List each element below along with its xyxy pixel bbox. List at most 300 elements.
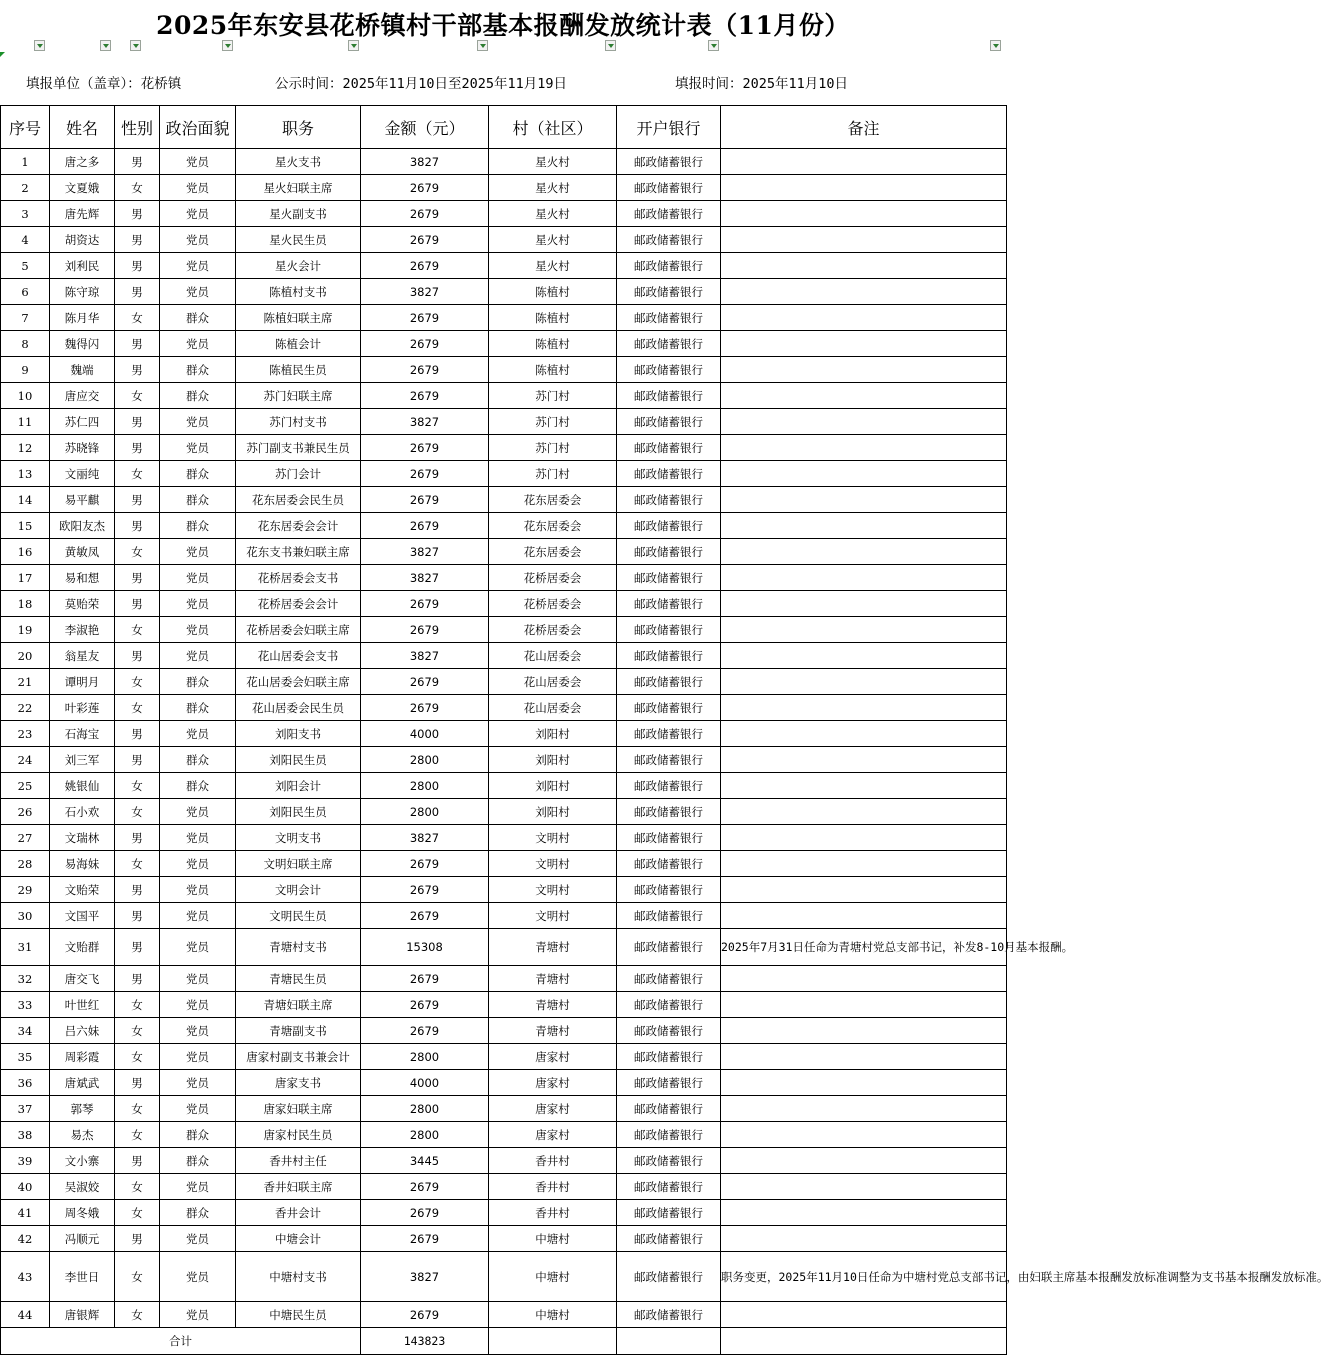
party-cell[interactable]: 党员 — [160, 149, 236, 175]
seq-cell[interactable]: 13 — [1, 461, 50, 487]
party-cell[interactable]: 党员 — [160, 253, 236, 279]
name-cell[interactable]: 魏得闪 — [50, 331, 115, 357]
gender-cell[interactable]: 男 — [115, 357, 160, 383]
post-cell[interactable]: 苏门妇联主席 — [236, 383, 361, 409]
party-cell[interactable]: 党员 — [160, 643, 236, 669]
amount-cell[interactable]: 2679 — [361, 253, 489, 279]
seq-cell[interactable]: 35 — [1, 1044, 50, 1070]
amount-cell[interactable]: 2679 — [361, 175, 489, 201]
post-cell[interactable]: 陈植民生员 — [236, 357, 361, 383]
post-cell[interactable]: 陈植会计 — [236, 331, 361, 357]
filter-dropdown-icon[interactable] — [100, 40, 111, 51]
bank-cell[interactable]: 邮政储蓄银行 — [617, 331, 721, 357]
note-cell[interactable] — [721, 591, 1007, 617]
seq-cell[interactable]: 5 — [1, 253, 50, 279]
bank-cell[interactable]: 邮政储蓄银行 — [617, 1044, 721, 1070]
post-cell[interactable]: 文明妇联主席 — [236, 851, 361, 877]
name-cell[interactable]: 易海妹 — [50, 851, 115, 877]
bank-cell[interactable]: 邮政储蓄银行 — [617, 487, 721, 513]
bank-cell[interactable]: 邮政储蓄银行 — [617, 565, 721, 591]
seq-cell[interactable]: 10 — [1, 383, 50, 409]
bank-cell[interactable]: 邮政储蓄银行 — [617, 1148, 721, 1174]
party-cell[interactable]: 群众 — [160, 1122, 236, 1148]
gender-cell[interactable]: 女 — [115, 1044, 160, 1070]
post-cell[interactable]: 花东居委会民生员 — [236, 487, 361, 513]
party-cell[interactable]: 群众 — [160, 513, 236, 539]
note-cell[interactable] — [721, 1018, 1007, 1044]
name-cell[interactable]: 莫贻荣 — [50, 591, 115, 617]
header-village[interactable]: 村（社区） — [489, 106, 617, 149]
seq-cell[interactable]: 26 — [1, 799, 50, 825]
filter-dropdown-icon[interactable] — [708, 40, 719, 51]
header-gender[interactable]: 性别 — [115, 106, 160, 149]
amount-cell[interactable]: 2679 — [361, 966, 489, 992]
gender-cell[interactable]: 男 — [115, 201, 160, 227]
post-cell[interactable]: 中塘民生员 — [236, 1302, 361, 1328]
village-cell[interactable]: 唐家村 — [489, 1044, 617, 1070]
village-cell[interactable]: 花东居委会 — [489, 539, 617, 565]
gender-cell[interactable]: 女 — [115, 1200, 160, 1226]
gender-cell[interactable]: 男 — [115, 929, 160, 966]
note-cell[interactable] — [721, 357, 1007, 383]
post-cell[interactable]: 星火民生员 — [236, 227, 361, 253]
village-cell[interactable]: 花桥居委会 — [489, 617, 617, 643]
gender-cell[interactable]: 男 — [115, 721, 160, 747]
party-cell[interactable]: 群众 — [160, 1148, 236, 1174]
party-cell[interactable]: 党员 — [160, 1302, 236, 1328]
post-cell[interactable]: 文明支书 — [236, 825, 361, 851]
gender-cell[interactable]: 男 — [115, 1226, 160, 1252]
post-cell[interactable]: 星火会计 — [236, 253, 361, 279]
amount-cell[interactable]: 2679 — [361, 1018, 489, 1044]
gender-cell[interactable]: 女 — [115, 851, 160, 877]
amount-cell[interactable]: 3827 — [361, 565, 489, 591]
village-cell[interactable]: 花山居委会 — [489, 695, 617, 721]
filter-dropdown-icon[interactable] — [605, 40, 616, 51]
bank-cell[interactable]: 邮政储蓄银行 — [617, 591, 721, 617]
village-cell[interactable]: 青塘村 — [489, 992, 617, 1018]
seq-cell[interactable]: 22 — [1, 695, 50, 721]
party-cell[interactable]: 党员 — [160, 721, 236, 747]
party-cell[interactable]: 党员 — [160, 877, 236, 903]
amount-cell[interactable]: 2679 — [361, 851, 489, 877]
header-seq[interactable]: 序号 — [1, 106, 50, 149]
post-cell[interactable]: 文明民生员 — [236, 903, 361, 929]
note-cell[interactable] — [721, 747, 1007, 773]
village-cell[interactable]: 刘阳村 — [489, 773, 617, 799]
filter-dropdown-icon[interactable] — [990, 40, 1001, 51]
party-cell[interactable]: 党员 — [160, 1018, 236, 1044]
name-cell[interactable]: 易平麒 — [50, 487, 115, 513]
gender-cell[interactable]: 男 — [115, 591, 160, 617]
village-cell[interactable]: 中塘村 — [489, 1302, 617, 1328]
amount-cell[interactable]: 2679 — [361, 383, 489, 409]
village-cell[interactable]: 刘阳村 — [489, 799, 617, 825]
party-cell[interactable]: 党员 — [160, 851, 236, 877]
note-cell[interactable] — [721, 1302, 1007, 1328]
post-cell[interactable]: 刘阳支书 — [236, 721, 361, 747]
gender-cell[interactable]: 男 — [115, 279, 160, 305]
party-cell[interactable]: 群众 — [160, 383, 236, 409]
seq-cell[interactable]: 19 — [1, 617, 50, 643]
seq-cell[interactable]: 9 — [1, 357, 50, 383]
filter-dropdown-icon[interactable] — [348, 40, 359, 51]
party-cell[interactable]: 党员 — [160, 565, 236, 591]
name-cell[interactable]: 文夏娥 — [50, 175, 115, 201]
village-cell[interactable]: 青塘村 — [489, 929, 617, 966]
amount-cell[interactable]: 3827 — [361, 643, 489, 669]
gender-cell[interactable]: 男 — [115, 747, 160, 773]
amount-cell[interactable]: 2679 — [361, 435, 489, 461]
name-cell[interactable]: 陈守琼 — [50, 279, 115, 305]
party-cell[interactable]: 党员 — [160, 1096, 236, 1122]
name-cell[interactable]: 文瑞林 — [50, 825, 115, 851]
gender-cell[interactable]: 男 — [115, 825, 160, 851]
post-cell[interactable]: 苏门副支书兼民生员 — [236, 435, 361, 461]
amount-cell[interactable]: 2679 — [361, 513, 489, 539]
bank-cell[interactable]: 邮政储蓄银行 — [617, 1122, 721, 1148]
note-cell[interactable] — [721, 513, 1007, 539]
village-cell[interactable]: 陈植村 — [489, 357, 617, 383]
name-cell[interactable]: 魏端 — [50, 357, 115, 383]
amount-cell[interactable]: 2800 — [361, 1044, 489, 1070]
note-cell[interactable] — [721, 409, 1007, 435]
name-cell[interactable]: 黄敏凤 — [50, 539, 115, 565]
village-cell[interactable]: 星火村 — [489, 149, 617, 175]
bank-cell[interactable]: 邮政储蓄银行 — [617, 966, 721, 992]
name-cell[interactable]: 周冬娥 — [50, 1200, 115, 1226]
post-cell[interactable]: 香井村主任 — [236, 1148, 361, 1174]
note-cell[interactable] — [721, 253, 1007, 279]
seq-cell[interactable]: 31 — [1, 929, 50, 966]
bank-cell[interactable]: 邮政储蓄银行 — [617, 1302, 721, 1328]
seq-cell[interactable]: 43 — [1, 1252, 50, 1302]
party-cell[interactable]: 群众 — [160, 461, 236, 487]
gender-cell[interactable]: 男 — [115, 487, 160, 513]
note-cell[interactable] — [721, 773, 1007, 799]
seq-cell[interactable]: 23 — [1, 721, 50, 747]
amount-cell[interactable]: 3827 — [361, 149, 489, 175]
bank-cell[interactable]: 邮政储蓄银行 — [617, 799, 721, 825]
seq-cell[interactable]: 39 — [1, 1148, 50, 1174]
post-cell[interactable]: 花东居委会会计 — [236, 513, 361, 539]
name-cell[interactable]: 刘利民 — [50, 253, 115, 279]
party-cell[interactable]: 党员 — [160, 966, 236, 992]
seq-cell[interactable]: 42 — [1, 1226, 50, 1252]
amount-cell[interactable]: 2679 — [361, 305, 489, 331]
post-cell[interactable]: 刘阳民生员 — [236, 799, 361, 825]
amount-cell[interactable]: 3827 — [361, 539, 489, 565]
name-cell[interactable]: 谭明月 — [50, 669, 115, 695]
bank-cell[interactable]: 邮政储蓄银行 — [617, 1096, 721, 1122]
gender-cell[interactable]: 男 — [115, 903, 160, 929]
bank-cell[interactable]: 邮政储蓄银行 — [617, 1018, 721, 1044]
table-cell[interactable] — [617, 1328, 721, 1355]
amount-cell[interactable]: 2679 — [361, 992, 489, 1018]
amount-cell[interactable]: 2679 — [361, 227, 489, 253]
gender-cell[interactable]: 男 — [115, 643, 160, 669]
amount-cell[interactable]: 3827 — [361, 279, 489, 305]
note-cell[interactable] — [721, 851, 1007, 877]
seq-cell[interactable]: 28 — [1, 851, 50, 877]
gender-cell[interactable]: 女 — [115, 1018, 160, 1044]
bank-cell[interactable]: 邮政储蓄银行 — [617, 1226, 721, 1252]
village-cell[interactable]: 星火村 — [489, 253, 617, 279]
seq-cell[interactable]: 18 — [1, 591, 50, 617]
name-cell[interactable]: 吴淑姣 — [50, 1174, 115, 1200]
note-cell[interactable] — [721, 1226, 1007, 1252]
bank-cell[interactable]: 邮政储蓄银行 — [617, 305, 721, 331]
post-cell[interactable]: 星火支书 — [236, 149, 361, 175]
gender-cell[interactable]: 男 — [115, 331, 160, 357]
village-cell[interactable]: 文明村 — [489, 825, 617, 851]
village-cell[interactable]: 唐家村 — [489, 1122, 617, 1148]
note-cell[interactable] — [721, 992, 1007, 1018]
amount-cell[interactable]: 2679 — [361, 1302, 489, 1328]
bank-cell[interactable]: 邮政储蓄银行 — [617, 643, 721, 669]
village-cell[interactable]: 陈植村 — [489, 305, 617, 331]
note-cell[interactable] — [721, 539, 1007, 565]
table-cell[interactable] — [721, 1328, 1007, 1355]
gender-cell[interactable]: 女 — [115, 617, 160, 643]
name-cell[interactable]: 易和想 — [50, 565, 115, 591]
seq-cell[interactable]: 14 — [1, 487, 50, 513]
note-cell[interactable] — [721, 825, 1007, 851]
note-cell[interactable] — [721, 383, 1007, 409]
amount-cell[interactable]: 4000 — [361, 721, 489, 747]
bank-cell[interactable]: 邮政储蓄银行 — [617, 357, 721, 383]
party-cell[interactable]: 党员 — [160, 1070, 236, 1096]
bank-cell[interactable]: 邮政储蓄银行 — [617, 409, 721, 435]
party-cell[interactable]: 群众 — [160, 773, 236, 799]
gender-cell[interactable]: 男 — [115, 513, 160, 539]
amount-cell[interactable]: 3445 — [361, 1148, 489, 1174]
name-cell[interactable]: 唐交飞 — [50, 966, 115, 992]
village-cell[interactable]: 花桥居委会 — [489, 565, 617, 591]
party-cell[interactable]: 党员 — [160, 201, 236, 227]
total-amount[interactable]: 143823 — [361, 1328, 489, 1355]
party-cell[interactable]: 党员 — [160, 279, 236, 305]
note-cell[interactable] — [721, 1200, 1007, 1226]
seq-cell[interactable]: 32 — [1, 966, 50, 992]
filter-dropdown-icon[interactable] — [34, 40, 45, 51]
note-cell[interactable] — [721, 617, 1007, 643]
seq-cell[interactable]: 33 — [1, 992, 50, 1018]
post-cell[interactable]: 苏门会计 — [236, 461, 361, 487]
party-cell[interactable]: 党员 — [160, 617, 236, 643]
note-cell[interactable] — [721, 966, 1007, 992]
post-cell[interactable]: 香井会计 — [236, 1200, 361, 1226]
seq-cell[interactable]: 30 — [1, 903, 50, 929]
gender-cell[interactable]: 女 — [115, 461, 160, 487]
amount-cell[interactable]: 2679 — [361, 877, 489, 903]
amount-cell[interactable]: 2679 — [361, 357, 489, 383]
seq-cell[interactable]: 40 — [1, 1174, 50, 1200]
village-cell[interactable]: 苏门村 — [489, 435, 617, 461]
gender-cell[interactable]: 女 — [115, 773, 160, 799]
gender-cell[interactable]: 女 — [115, 383, 160, 409]
seq-cell[interactable]: 24 — [1, 747, 50, 773]
note-cell[interactable] — [721, 669, 1007, 695]
header-party[interactable]: 政治面貌 — [160, 106, 236, 149]
amount-cell[interactable]: 4000 — [361, 1070, 489, 1096]
note-cell[interactable] — [721, 695, 1007, 721]
party-cell[interactable]: 党员 — [160, 825, 236, 851]
gender-cell[interactable]: 女 — [115, 305, 160, 331]
seq-cell[interactable]: 16 — [1, 539, 50, 565]
note-cell[interactable] — [721, 1174, 1007, 1200]
village-cell[interactable]: 星火村 — [489, 201, 617, 227]
seq-cell[interactable]: 38 — [1, 1122, 50, 1148]
post-cell[interactable]: 中塘村支书 — [236, 1252, 361, 1302]
name-cell[interactable]: 姚银仙 — [50, 773, 115, 799]
note-cell[interactable] — [721, 487, 1007, 513]
amount-cell[interactable]: 2679 — [361, 669, 489, 695]
village-cell[interactable]: 香井村 — [489, 1174, 617, 1200]
name-cell[interactable]: 文小寨 — [50, 1148, 115, 1174]
amount-cell[interactable]: 2679 — [361, 695, 489, 721]
party-cell[interactable]: 群众 — [160, 357, 236, 383]
village-cell[interactable]: 星火村 — [489, 175, 617, 201]
bank-cell[interactable]: 邮政储蓄银行 — [617, 383, 721, 409]
seq-cell[interactable]: 25 — [1, 773, 50, 799]
name-cell[interactable]: 文国平 — [50, 903, 115, 929]
name-cell[interactable]: 郭琴 — [50, 1096, 115, 1122]
gender-cell[interactable]: 女 — [115, 1302, 160, 1328]
gender-cell[interactable]: 女 — [115, 1096, 160, 1122]
village-cell[interactable]: 文明村 — [489, 903, 617, 929]
post-cell[interactable]: 青塘副支书 — [236, 1018, 361, 1044]
seq-cell[interactable]: 7 — [1, 305, 50, 331]
seq-cell[interactable]: 37 — [1, 1096, 50, 1122]
name-cell[interactable]: 文丽纯 — [50, 461, 115, 487]
bank-cell[interactable]: 邮政储蓄银行 — [617, 175, 721, 201]
post-cell[interactable]: 花桥居委会支书 — [236, 565, 361, 591]
name-cell[interactable]: 胡资达 — [50, 227, 115, 253]
note-cell[interactable] — [721, 1096, 1007, 1122]
bank-cell[interactable]: 邮政储蓄银行 — [617, 1070, 721, 1096]
gender-cell[interactable]: 男 — [115, 227, 160, 253]
seq-cell[interactable]: 12 — [1, 435, 50, 461]
gender-cell[interactable]: 男 — [115, 253, 160, 279]
seq-cell[interactable]: 29 — [1, 877, 50, 903]
bank-cell[interactable]: 邮政储蓄银行 — [617, 669, 721, 695]
gender-cell[interactable]: 女 — [115, 1174, 160, 1200]
note-cell[interactable] — [721, 565, 1007, 591]
post-cell[interactable]: 星火副支书 — [236, 201, 361, 227]
filter-dropdown-icon[interactable] — [477, 40, 488, 51]
note-cell[interactable] — [721, 643, 1007, 669]
post-cell[interactable]: 唐家村副支书兼会计 — [236, 1044, 361, 1070]
note-cell[interactable] — [721, 877, 1007, 903]
bank-cell[interactable]: 邮政储蓄银行 — [617, 513, 721, 539]
bank-cell[interactable]: 邮政储蓄银行 — [617, 747, 721, 773]
name-cell[interactable]: 石海宝 — [50, 721, 115, 747]
village-cell[interactable]: 香井村 — [489, 1148, 617, 1174]
gender-cell[interactable]: 男 — [115, 1148, 160, 1174]
amount-cell[interactable]: 2679 — [361, 1174, 489, 1200]
amount-cell[interactable]: 2800 — [361, 773, 489, 799]
bank-cell[interactable]: 邮政储蓄银行 — [617, 1174, 721, 1200]
party-cell[interactable]: 群众 — [160, 305, 236, 331]
note-cell[interactable] — [721, 279, 1007, 305]
gender-cell[interactable]: 女 — [115, 799, 160, 825]
name-cell[interactable]: 唐之多 — [50, 149, 115, 175]
bank-cell[interactable]: 邮政储蓄银行 — [617, 227, 721, 253]
note-cell[interactable] — [721, 799, 1007, 825]
party-cell[interactable]: 党员 — [160, 1044, 236, 1070]
village-cell[interactable]: 文明村 — [489, 851, 617, 877]
name-cell[interactable]: 叶彩莲 — [50, 695, 115, 721]
post-cell[interactable]: 花桥居委会会计 — [236, 591, 361, 617]
name-cell[interactable]: 文贻荣 — [50, 877, 115, 903]
post-cell[interactable]: 唐家村民生员 — [236, 1122, 361, 1148]
amount-cell[interactable]: 2679 — [361, 617, 489, 643]
amount-cell[interactable]: 3827 — [361, 409, 489, 435]
village-cell[interactable]: 青塘村 — [489, 1018, 617, 1044]
village-cell[interactable]: 花山居委会 — [489, 669, 617, 695]
filter-dropdown-icon[interactable] — [130, 40, 141, 51]
bank-cell[interactable]: 邮政储蓄银行 — [617, 617, 721, 643]
name-cell[interactable]: 唐先辉 — [50, 201, 115, 227]
note-cell[interactable] — [721, 175, 1007, 201]
amount-cell[interactable]: 2679 — [361, 1200, 489, 1226]
name-cell[interactable]: 易杰 — [50, 1122, 115, 1148]
post-cell[interactable]: 青塘民生员 — [236, 966, 361, 992]
party-cell[interactable]: 党员 — [160, 929, 236, 966]
bank-cell[interactable]: 邮政储蓄银行 — [617, 851, 721, 877]
village-cell[interactable]: 陈植村 — [489, 279, 617, 305]
name-cell[interactable]: 唐斌武 — [50, 1070, 115, 1096]
name-cell[interactable]: 唐应交 — [50, 383, 115, 409]
village-cell[interactable]: 苏门村 — [489, 409, 617, 435]
village-cell[interactable]: 刘阳村 — [489, 721, 617, 747]
gender-cell[interactable]: 男 — [115, 149, 160, 175]
gender-cell[interactable]: 女 — [115, 1252, 160, 1302]
amount-cell[interactable]: 2800 — [361, 1122, 489, 1148]
village-cell[interactable]: 苏门村 — [489, 383, 617, 409]
party-cell[interactable]: 群众 — [160, 695, 236, 721]
post-cell[interactable]: 苏门村支书 — [236, 409, 361, 435]
post-cell[interactable]: 陈植村支书 — [236, 279, 361, 305]
gender-cell[interactable]: 男 — [115, 966, 160, 992]
post-cell[interactable]: 陈植妇联主席 — [236, 305, 361, 331]
note-cell[interactable] — [721, 721, 1007, 747]
note-cell[interactable] — [721, 1148, 1007, 1174]
village-cell[interactable]: 刘阳村 — [489, 747, 617, 773]
note-cell[interactable]: 2025年7月31日任命为青塘村党总支部书记，补发8-10月基本报酬。 — [721, 929, 1007, 966]
village-cell[interactable]: 中塘村 — [489, 1226, 617, 1252]
note-cell[interactable] — [721, 149, 1007, 175]
party-cell[interactable]: 党员 — [160, 1226, 236, 1252]
bank-cell[interactable]: 邮政储蓄银行 — [617, 825, 721, 851]
post-cell[interactable]: 花山居委会支书 — [236, 643, 361, 669]
post-cell[interactable]: 花山居委会妇联主席 — [236, 669, 361, 695]
seq-cell[interactable]: 27 — [1, 825, 50, 851]
gender-cell[interactable]: 女 — [115, 695, 160, 721]
post-cell[interactable]: 刘阳民生员 — [236, 747, 361, 773]
amount-cell[interactable]: 2679 — [361, 487, 489, 513]
gender-cell[interactable]: 女 — [115, 539, 160, 565]
name-cell[interactable]: 欧阳友杰 — [50, 513, 115, 539]
name-cell[interactable]: 苏晓锋 — [50, 435, 115, 461]
seq-cell[interactable]: 3 — [1, 201, 50, 227]
gender-cell[interactable]: 男 — [115, 435, 160, 461]
village-cell[interactable]: 陈植村 — [489, 331, 617, 357]
note-cell[interactable] — [721, 435, 1007, 461]
name-cell[interactable]: 翁星友 — [50, 643, 115, 669]
header-name[interactable]: 姓名 — [50, 106, 115, 149]
